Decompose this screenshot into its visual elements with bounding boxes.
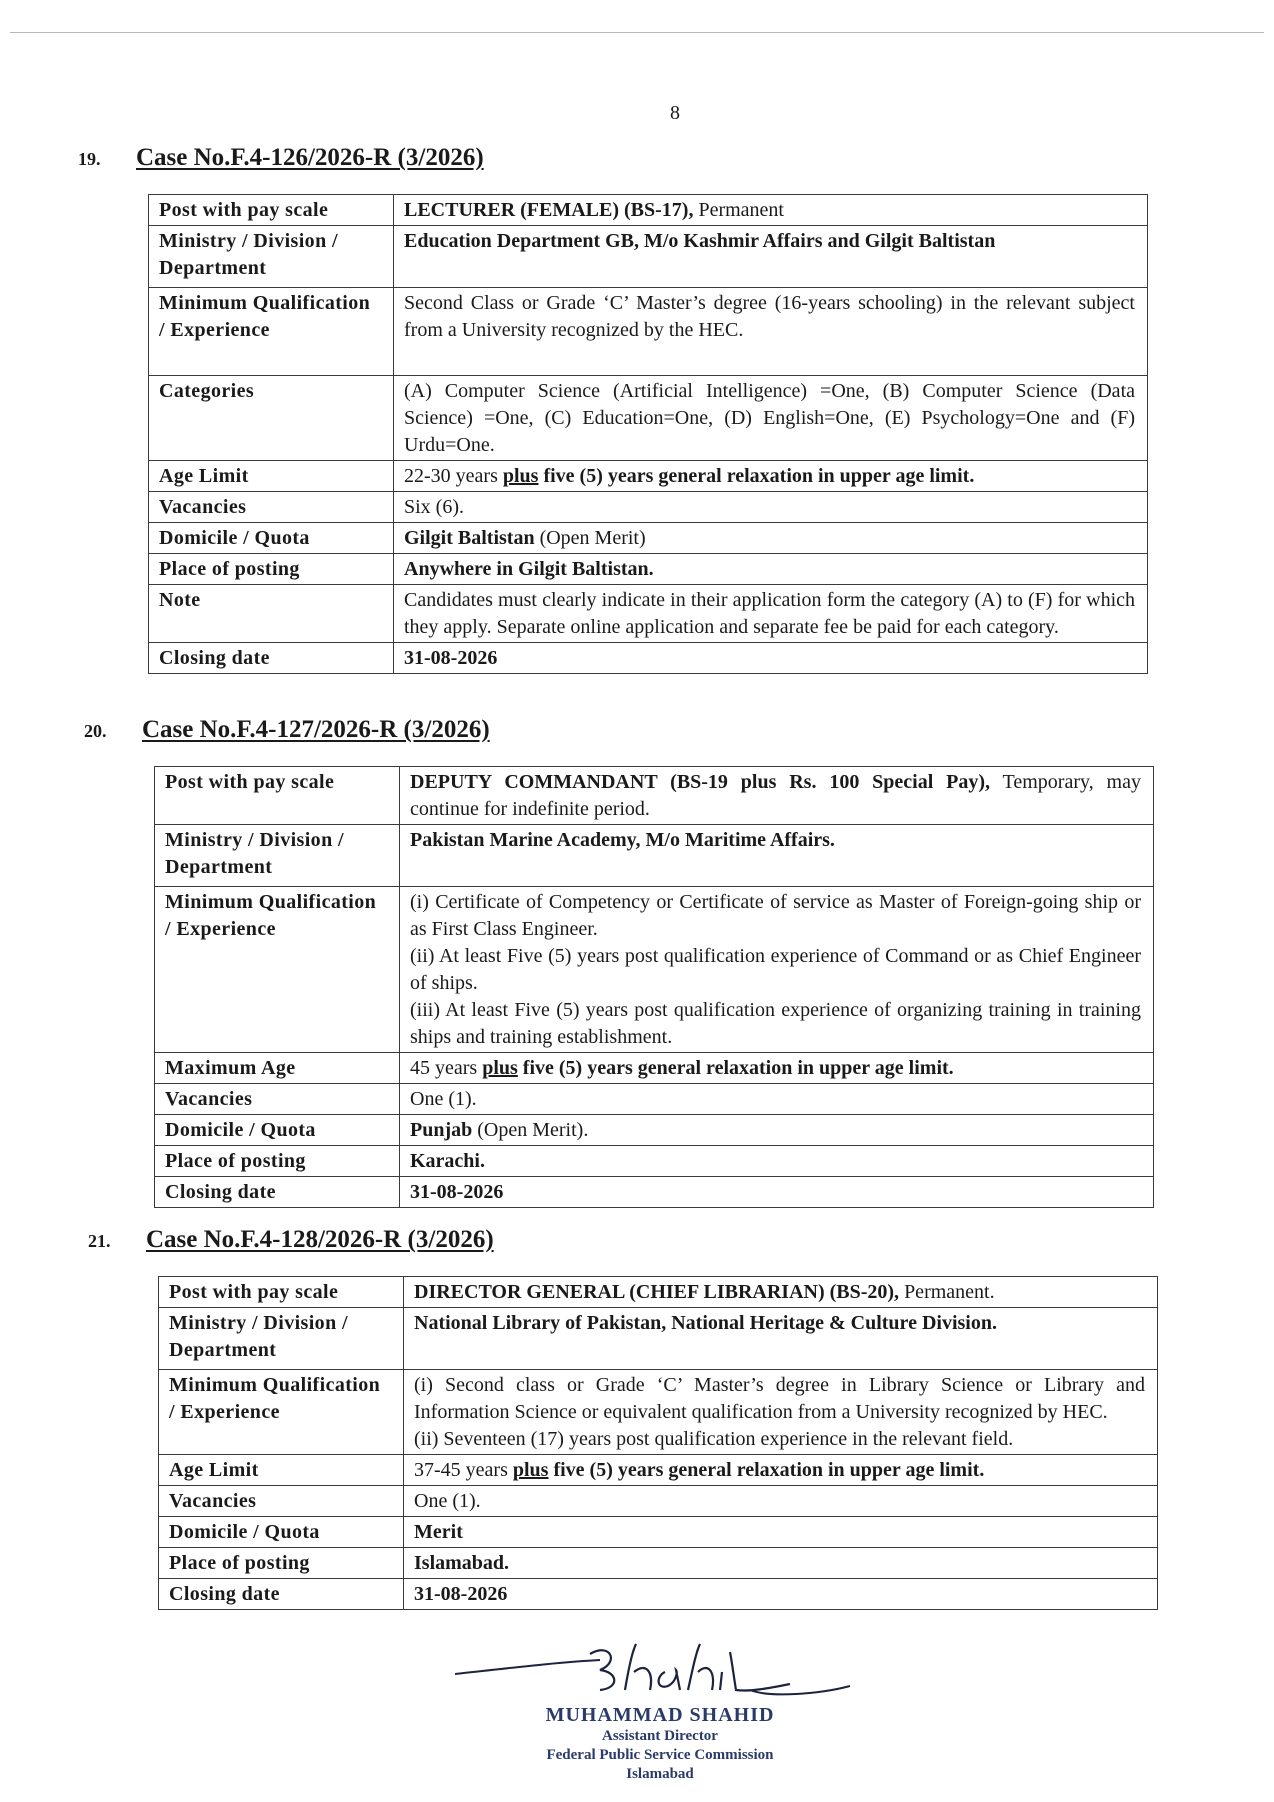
row-post: [149, 195, 1148, 226]
label-ministry: Ministry / Division / Department: [159, 1308, 404, 1370]
value-ministry: Pakistan Marine Academy, M/o Maritime Affairs.: [400, 825, 1154, 887]
qualification-line: (i) Second class or Grade ‘C’ Master’s degree in Library Science or Library and Information Science or equivalent qualification from a University recognized by HEC.: [414, 1374, 1145, 1423]
value-vacancies: Six (6).: [394, 492, 1148, 523]
label-qualification: Minimum Qualification / Experience: [155, 887, 400, 1053]
label-posting: Place of posting: [149, 554, 394, 585]
label-closing: Closing date: [159, 1579, 404, 1610]
value-note: Candidates must clearly indicate in their application form the category (A) to (F) for which they apply. Separate online application and separate fee be paid for each category.: [394, 585, 1148, 643]
case-table: [154, 766, 1154, 1208]
case-number: 19.: [78, 149, 101, 169]
qualification-line: (i) Certificate of Competency or Certificate of service as Master of Foreign-going ship or as First Class Engineer.: [410, 891, 1141, 940]
label-categories: Categories: [149, 376, 394, 461]
value-posting: Anywhere in Gilgit Baltistan.: [394, 554, 1148, 585]
label-ministry: Ministry / Division / Department: [155, 825, 400, 887]
case-20: [84, 716, 1154, 1208]
row-domicile: [155, 1115, 1154, 1146]
label-age: Age Limit: [159, 1455, 404, 1486]
label-ministry: Ministry / Division / Department: [149, 226, 394, 288]
row-age: [159, 1455, 1158, 1486]
row-posting: [149, 554, 1148, 585]
value-age: 22-30 years plus five (5) years general relaxation in upper age limit.: [394, 461, 1148, 492]
row-qualification: [155, 887, 1154, 1053]
case-title: Case No.F.4-128/2026-R (3/2026): [146, 1226, 494, 1253]
row-vacancies: [155, 1084, 1154, 1115]
value-closing: 31-08-2026: [404, 1579, 1158, 1610]
signatory-name: MUHAMMAD SHAHID: [545, 1704, 775, 1726]
signatory-city: Islamabad: [626, 1766, 694, 1782]
case-title: Case No.F.4-126/2026-R (3/2026): [136, 144, 484, 171]
qualification-line: (ii) At least Five (5) years post qualification experience of Command or as Chief Engineer of ships.: [410, 945, 1141, 994]
label-posting: Place of posting: [159, 1548, 404, 1579]
label-vacancies: Vacancies: [149, 492, 394, 523]
label-vacancies: Vacancies: [155, 1084, 400, 1115]
row-domicile: [159, 1517, 1158, 1548]
value-closing: 31-08-2026: [394, 643, 1148, 674]
label-domicile: Domicile / Quota: [155, 1115, 400, 1146]
row-post: [155, 767, 1154, 825]
row-closing: [149, 643, 1148, 674]
label-age: Age Limit: [149, 461, 394, 492]
row-domicile: [149, 523, 1148, 554]
label-domicile: Domicile / Quota: [149, 523, 394, 554]
row-vacancies: [159, 1486, 1158, 1517]
case-19: [78, 144, 1148, 674]
row-closing: [159, 1579, 1158, 1610]
row-ministry: [159, 1308, 1158, 1370]
case-21: [88, 1226, 1158, 1610]
label-note: Note: [149, 585, 394, 643]
row-age: [155, 1053, 1154, 1084]
case-number: 20.: [84, 721, 107, 741]
row-age: [149, 461, 1148, 492]
value-post: DIRECTOR GENERAL (CHIEF LIBRARIAN) (BS-20), Permanent.: [404, 1277, 1158, 1308]
value-ministry: Education Department GB, M/o Kashmir Affairs and Gilgit Baltistan: [394, 226, 1148, 288]
value-age: 37-45 years plus five (5) years general relaxation in upper age limit.: [404, 1455, 1158, 1486]
value-posting: Karachi.: [400, 1146, 1154, 1177]
value-age: 45 years plus five (5) years general relaxation in upper age limit.: [400, 1053, 1154, 1084]
case-title: Case No.F.4-127/2026-R (3/2026): [142, 716, 490, 743]
top-rule: [10, 32, 1264, 33]
signatory-organization: Federal Public Service Commission: [546, 1747, 774, 1763]
row-note: [149, 585, 1148, 643]
row-ministry: [155, 825, 1154, 887]
label-vacancies: Vacancies: [159, 1486, 404, 1517]
signatory-details: [450, 1704, 870, 1784]
value-post: DEPUTY COMMANDANT (BS-19 plus Rs. 100 Special Pay), Temporary, may continue for indefinite period.: [400, 767, 1154, 825]
handwritten-signature: [450, 1632, 870, 1712]
signatory-designation: Assistant Director: [602, 1728, 718, 1744]
label-age: Maximum Age: [155, 1053, 400, 1084]
case-number: 21.: [88, 1231, 111, 1251]
value-posting: Islamabad.: [404, 1548, 1158, 1579]
label-posting: Place of posting: [155, 1146, 400, 1177]
label-post: Post with pay scale: [155, 767, 400, 825]
label-post: Post with pay scale: [159, 1277, 404, 1308]
row-categories: [149, 376, 1148, 461]
row-qualification: [159, 1370, 1158, 1455]
label-closing: Closing date: [155, 1177, 400, 1208]
label-qualification: Minimum Qualification / Experience: [159, 1370, 404, 1455]
value-qualification: [400, 887, 1154, 1053]
row-post: [159, 1277, 1158, 1308]
case-table: [148, 194, 1148, 674]
signature-block: [450, 1632, 870, 1802]
label-domicile: Domicile / Quota: [159, 1517, 404, 1548]
row-vacancies: [149, 492, 1148, 523]
value-qualification: [404, 1370, 1158, 1455]
row-posting: [155, 1146, 1154, 1177]
value-post: LECTURER (FEMALE) (BS-17), Permanent: [394, 195, 1148, 226]
value-categories: (A) Computer Science (Artificial Intelligence) =One, (B) Computer Science (Data Science) =One, (C) Education=One, (D) English=One, (E) Psychology=One and (F) Urdu=One.: [394, 376, 1148, 461]
row-closing: [155, 1177, 1154, 1208]
value-domicile: Gilgit Baltistan (Open Merit): [394, 523, 1148, 554]
case-table: [158, 1276, 1158, 1610]
value-domicile: Merit: [404, 1517, 1158, 1548]
label-qualification: Minimum Qualification / Experience: [149, 288, 394, 376]
label-post: Post with pay scale: [149, 195, 394, 226]
value-domicile: Punjab (Open Merit).: [400, 1115, 1154, 1146]
qualification-line: (ii) Seventeen (17) years post qualification experience in the relevant field.: [414, 1428, 1014, 1450]
value-qualification: Second Class or Grade ‘C’ Master’s degree (16-years schooling) in the relevant subject from a University recognized by the HEC.: [394, 288, 1148, 376]
label-closing: Closing date: [149, 643, 394, 674]
value-vacancies: One (1).: [404, 1486, 1158, 1517]
row-qualification: [149, 288, 1148, 376]
value-vacancies: One (1).: [400, 1084, 1154, 1115]
page-number: 8: [670, 102, 680, 124]
row-ministry: [149, 226, 1148, 288]
row-posting: [159, 1548, 1158, 1579]
value-closing: 31-08-2026: [400, 1177, 1154, 1208]
value-ministry: National Library of Pakistan, National Heritage & Culture Division.: [404, 1308, 1158, 1370]
qualification-line: (iii) At least Five (5) years post qualification experience of organizing training in training ships and training establishment.: [410, 999, 1141, 1048]
